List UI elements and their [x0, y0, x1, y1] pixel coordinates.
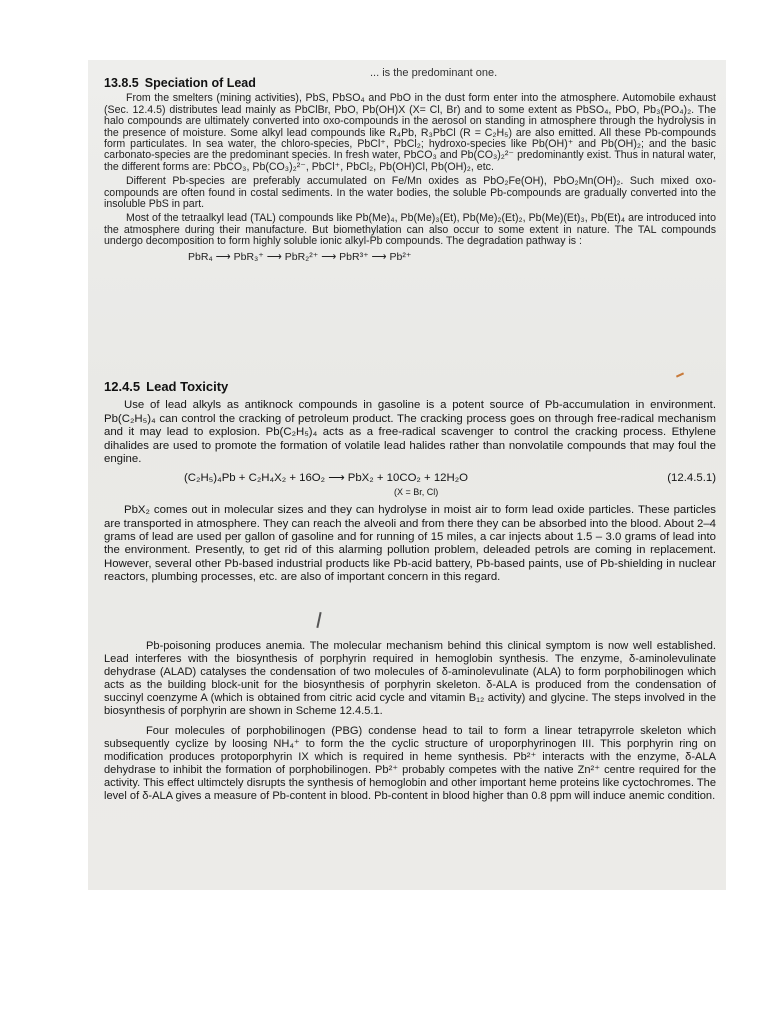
section-lead-toxicity	[104, 380, 716, 588]
section-heading	[104, 78, 716, 89]
equation-note: (X = Br, Cl)	[394, 486, 439, 497]
paragraph: Four molecules of porphobilinogen (PBG) condense head to tail to form a linear tetrapyrrole skeleton which subsequently cyclize by loosing NH₄⁺ to form the the cyclic structure of uroporphyrinogen III. This porphyrin ring on modification produces protoporphyrin IX which is required in heme synthesis. Pb²⁺ interacts with the enzyme, δ-ALA dehydrase to inhibit the formation of porphobilinogen. Pb²⁺ probably competes with the native Zn²⁺ centre required for the activity. This effect ultimctely disrupts the synthesis of hemoglobin and other important heme proteins like cyctochromes. The level of δ-ALA gives a measure of Pb-content in blood. Pb-content in blood higher than 0.8 ppm will induce anemic condition.	[104, 724, 716, 803]
section-pb-poisoning	[104, 640, 716, 806]
paragraph: Different Pb-species are preferably accumulated on Fe/Mn oxides as PbO₂Fe(OH), PbO₂Mn(OH)₂. Such mixed oxo-compounds are often found in costal sediments. In the water bodies, the soluble Pb-compounds are gradually converted into the insoluble PbS in part.	[104, 175, 716, 211]
equation-row	[184, 472, 716, 485]
paragraph: From the smelters (mining activities), PbS, PbSO₄ and PbO in the dust form enter into the atmosphere. Automobile exhaust (Sec. 12.4.5) distributes lead mainly as PbClBr, PbO, Pb(OH)X (X= Cl, Br) and to some extent as PbSO₄, PbO, Pb₃(PO₄)₂. The halo compounds are ultimately converted into oxo-compounds in the aerosol on standing in atmosphere through the hydrolysis in the presence of moisture. Some alkyl lead compounds like R₄Pb, R₃PbCl (R = C₂H₅) are also emitted. All these Pb-compounds form particulates. In sea water, the chloro-species, PbCl⁺, PbCl₂; hydroxo-species like Pb(OH)⁺ and Pb(OH)₂; and the basic carbonato-species are the predominant species. In fresh water, PbCO₃ and Pb(CO₃)₂²⁻ predominantly exist. Thus in natural water, the different forms are: PbCO₃, Pb(CO₃)₂²⁻, PbCl⁺, PbCl₂, Pb(OH)Cl, Pb(OH)₂, etc.	[104, 92, 716, 173]
paragraph: Pb-poisoning produces anemia. The molecular mechanism behind this clinical symptom is now well established. Lead interferes with the biosynthesis of porphyrin required in hemoglobin synthesis. The enzyme, δ-aminolevulinate dehydrase (ALAD) catalyses the condensation of two molecules of δ-aminolevulinate (ALA) to form porphobilinogen which acts as the building block-unit for the biosynthesis of porphyrin skeleton. δ-ALA is produced from the condensation of succinyl coenzyme A (which is obtained from citric acid cycle and vitamin B₁₂ activity) and glycine. The steps involved in the biosynthesis of porphyrin are shown in Scheme 12.4.5.1.	[104, 640, 716, 718]
section-heading	[104, 380, 716, 393]
section-number: 12.4.5	[104, 379, 141, 394]
paragraph: Use of lead alkyls as antiknock compounds in gasoline is a potent source of Pb-accumulation in environment. Pb(C₂H₅)₄ can control the cracking of petroleum product. The cracking process goes on through free-radical mechanism and it may lead to explosion. Pb(C₂H₅)₄ acts as a free-radical scavenger to control the cracking process. Ethylene dihalides are used to promote the formation of volatile lead halides rather than nonvolatile compounds that may foul the engine.	[104, 399, 716, 466]
equation: (C₂H₅)₄Pb + C₂H₄X₂ + 16O₂ ⟶ PbX₂ + 10CO₂ + 12H₂O	[184, 472, 469, 485]
section-number: 13.8.5	[104, 76, 139, 90]
top-fragment: ... is the predominant one.	[370, 67, 498, 79]
section-title: Speciation of Lead	[144, 76, 256, 90]
equation-number: (12.4.5.1)	[667, 472, 716, 485]
paragraph: PbX₂ comes out in molecular sizes and they can hydrolyse in moist air to form lead oxide particles. These particles are transported in atmosphere. They can reach the alveoli and from there they can be absorbed into the blood. About 2–4 grams of lead are used per gallon of gasoline and for running of 15 miles, a car injects about 1.5 – 3.0 grams of lead into the environment. Presently, to get rid of this alarming pollution problem, deleaded petrols are coming in replacement. However, several other Pb-based industrial products like Pb-acid battery, Pb-based paints, use of Pb-shielding in nuclear reactors, plumbing processes, etc. are also of important concern in this regard.	[104, 504, 716, 584]
section-speciation	[104, 78, 716, 263]
section-title: Lead Toxicity	[146, 379, 229, 394]
paragraph: Most of the tetraalkyl lead (TAL) compounds like Pb(Me)₄, Pb(Me)₃(Et), Pb(Me)₂(Et)₂, Pb(Me)(Et)₃, Pb(Et)₄ are introduced into the atmosphere during their manufacture. But biomethylation can also occur to some extent in nature. The TAL compounds undergo decomposition to form highly soluble ionic alkyl-Pb compounds. The degradation pathway is :	[104, 212, 716, 248]
degradation-pathway: PbR₄ ⟶ PbR₃⁺ ⟶ PbR₂²⁺ ⟶ PbR³⁺ ⟶ Pb²⁺	[188, 250, 412, 263]
